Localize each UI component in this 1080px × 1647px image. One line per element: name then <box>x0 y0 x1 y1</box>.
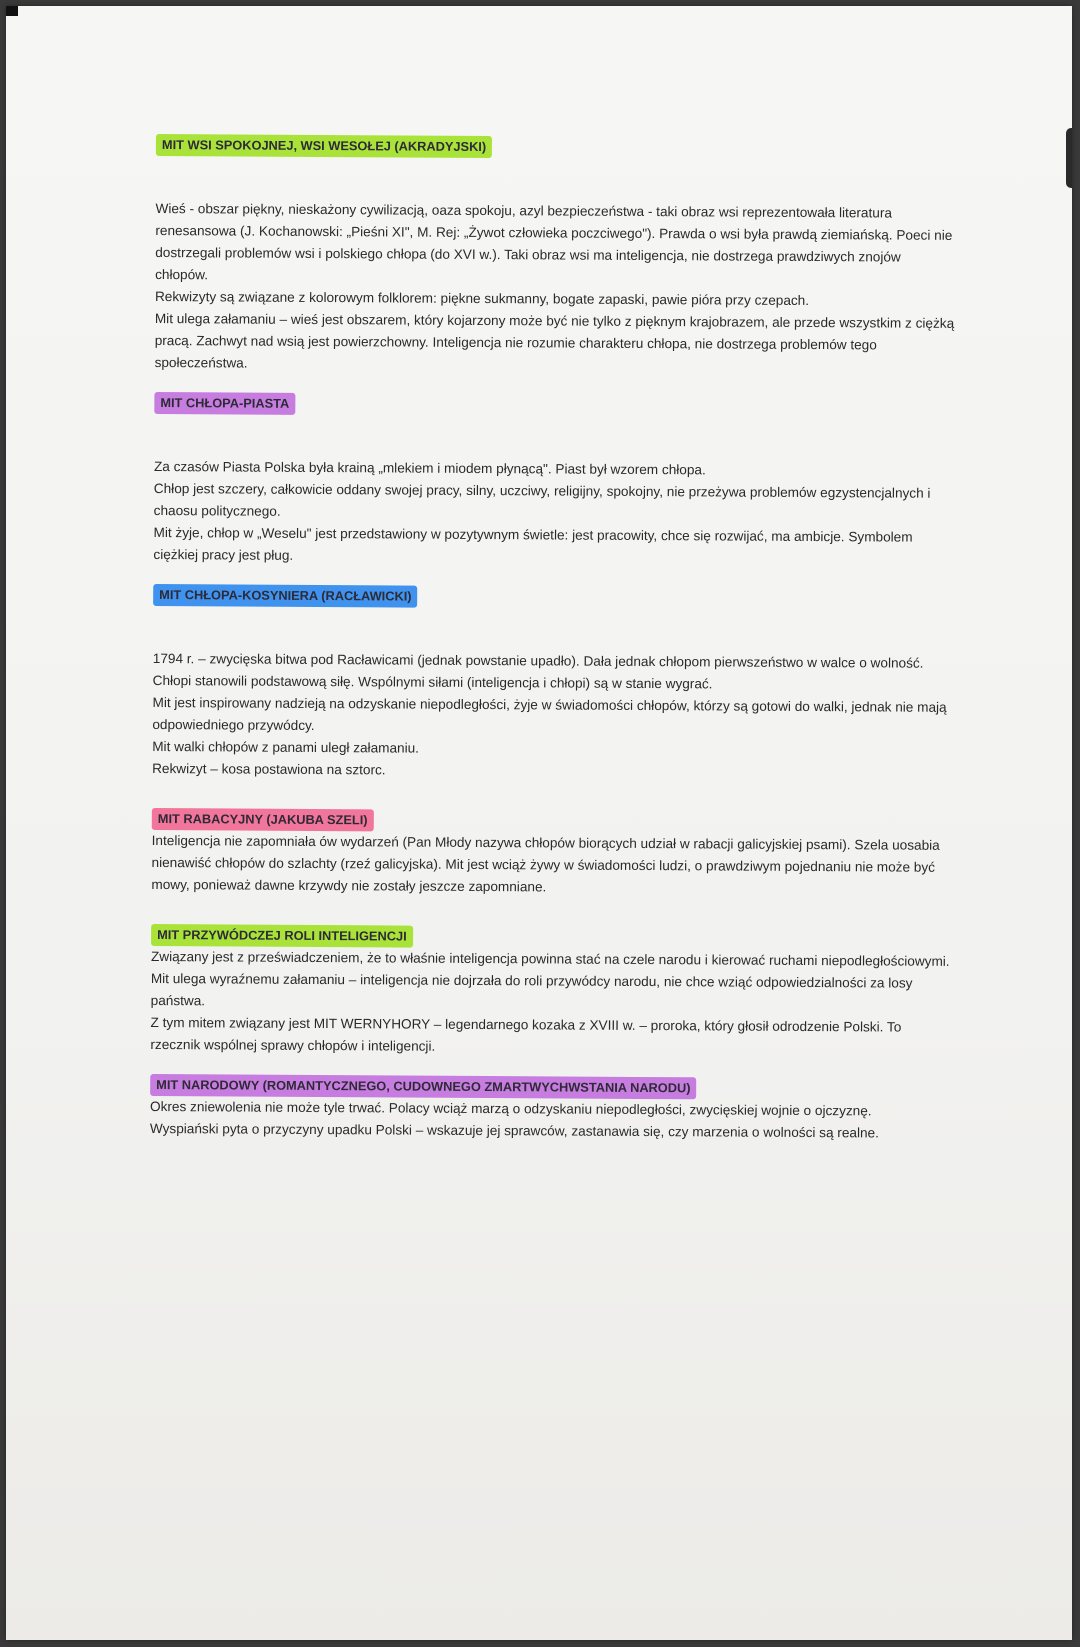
section-mit-przywodczej-roli <box>150 924 951 1061</box>
paragraph: Rekwizyty są związane z kolorowym folklorem: piękne sukmanny, bogate zapaski, pawie pióra przy czepach. <box>154 288 810 308</box>
paragraph: Inteligencja nie zapomniała ów wydarzeń (Pan Młody nazywa chłopów biorących udział w rabacji galicyjskiej psami). Szela uosabia nienawiść chłopów do szlachty (rzeź galicyjska). Mit jest wciąż żywy w świadomości ludzi, o prawdziwym pojednaniu nie może być mowy, ponieważ dawne krzywdy nie zostały jeszcze zapomniane. <box>151 832 940 895</box>
paragraph: Mit walki chłopów z panami uległ załamaniu. <box>152 738 420 756</box>
paragraph: Mit ulega załamaniu – wieś jest obszarem, który kojarzony może być nie tylko z pięknym krajobrazem, ale przede wszystkim z ciężką pracą. Zachwyt nad wsią jest powierzchowny. Inteligencja nie rozumie charakteru chłopa, nie dostrzega problemów tego społeczeństwa. <box>154 310 955 371</box>
paragraph: Mit żyje, chłop w „Weselu" jest przedstawiony w pozytywnym świetle: jest pracowity, chce się rozwijać, ma ambicje. Symbolem ciężkiej pracy jest pług. <box>153 524 913 563</box>
section-mit-wsi <box>155 134 956 379</box>
paragraph: Mit ulega wyraźnemu załamaniu – inteligencja nie dojrzała do roli przywódcy narodu, nie chce wziąć odpowiedzialności za losy państwa. <box>150 970 913 1009</box>
scanned-page <box>6 6 1072 1640</box>
paragraph: Chłop jest szczery, całkowicie oddany swojej pracy, silny, uczciwy, religijny, spokojny, nie przeżywa problemów egzystencjalnych i chaosu politycznego. <box>153 480 931 519</box>
section-heading: MIT CHŁOPA-KOSYNIERA (RACŁAWICKI) <box>153 584 418 608</box>
section-mit-narodowy <box>150 1074 950 1145</box>
section-heading: MIT PRZYWÓDCZEJ ROLI INTELIGENCJI <box>151 924 413 948</box>
scan-corner-mark <box>6 6 18 16</box>
section-heading: MIT WSI SPOKOJNEJ, WSI WESOŁEJ (AKRADYJSKI) <box>156 134 492 158</box>
binder-clip <box>1066 128 1072 188</box>
section-heading: MIT NARODOWY (ROMANTYCZNEGO, CUDOWNEGO ZMARTWYCHWSTANIA NARODU) <box>150 1074 696 1099</box>
paragraph: Rekwizyt – kosa postawiona na sztorc. <box>152 760 386 778</box>
section-mit-rabacyjny <box>151 808 952 901</box>
section-heading: MIT RABACYJNY (JAKUBA SZELI) <box>152 808 374 831</box>
paragraph: 1794 r. – zwycięska bitwa pod Racławicami (jednak powstanie upadło). Dała jednak chłopom pierwszeństwo w walce o wolność. Chłopi stanowili podstawową siłę. Wspólnymi siłami (inteligencja i chłopi) są w stanie wygrać. <box>152 650 924 692</box>
paragraph: Mit jest inspirowany nadzieją na odzyskanie niepodległości, żyje w świadomości chłopów, którzy są gotowi do walki, jednak nie mają odpowiedniego przywódcy. <box>152 694 947 733</box>
document-content <box>150 134 956 1145</box>
paragraph: Wyspiański pyta o przyczyny upadku Polski – wskazuje jej sprawców, zastanawia się, czy marzenia o wolności są realne. <box>149 1120 879 1141</box>
paragraph: Wieś - obszar piękny, nieskażony cywilizacją, oaza spokoju, azyl bezpieczeństwa - taki obraz wsi reprezentowała literatura renesansowa (J. Kochanowski: „Pieśni XI", M. Rej: „Żywot człowieka poczciwego"). Prawda o wsi była prawdą ziemiańską. Poeci nie dostrzegali problemów wsi i polskiego chłopa (do XVI w.). Taki obraz wsi ma inteligencja, nie dostrzega prawdziwych znojów chłopów. <box>155 200 953 283</box>
section-mit-chlopa-piasta <box>153 392 954 571</box>
paragraph: Za czasów Piasta Polska była krainą „mlekiem i miodem płynącą". Piast był wzorem chłopa. <box>153 458 706 478</box>
section-heading: MIT CHŁOPA-PIASTA <box>154 392 295 415</box>
section-mit-chlopa-kosyniera <box>152 584 953 785</box>
paragraph: Okres zniewolenia nie może tyle trwać. Polacy wciąż marzą o odzyskaniu niepodległości, zwycięskiej wojnie o ojczyznę. <box>150 1098 872 1119</box>
paragraph: Z tym mitem związany jest MIT WERNYHORY – legendarnego kozaka z XVIII w. – proroka, który głosił odrodzenie Polski. To rzecznik wspólnej sprawy chłopów i inteligencji. <box>150 1014 902 1054</box>
paragraph: Związany jest z przeświadczeniem, że to właśnie inteligencja powinna stać na czele narodu i kierować ruchami niepodległościowymi. <box>150 948 950 969</box>
